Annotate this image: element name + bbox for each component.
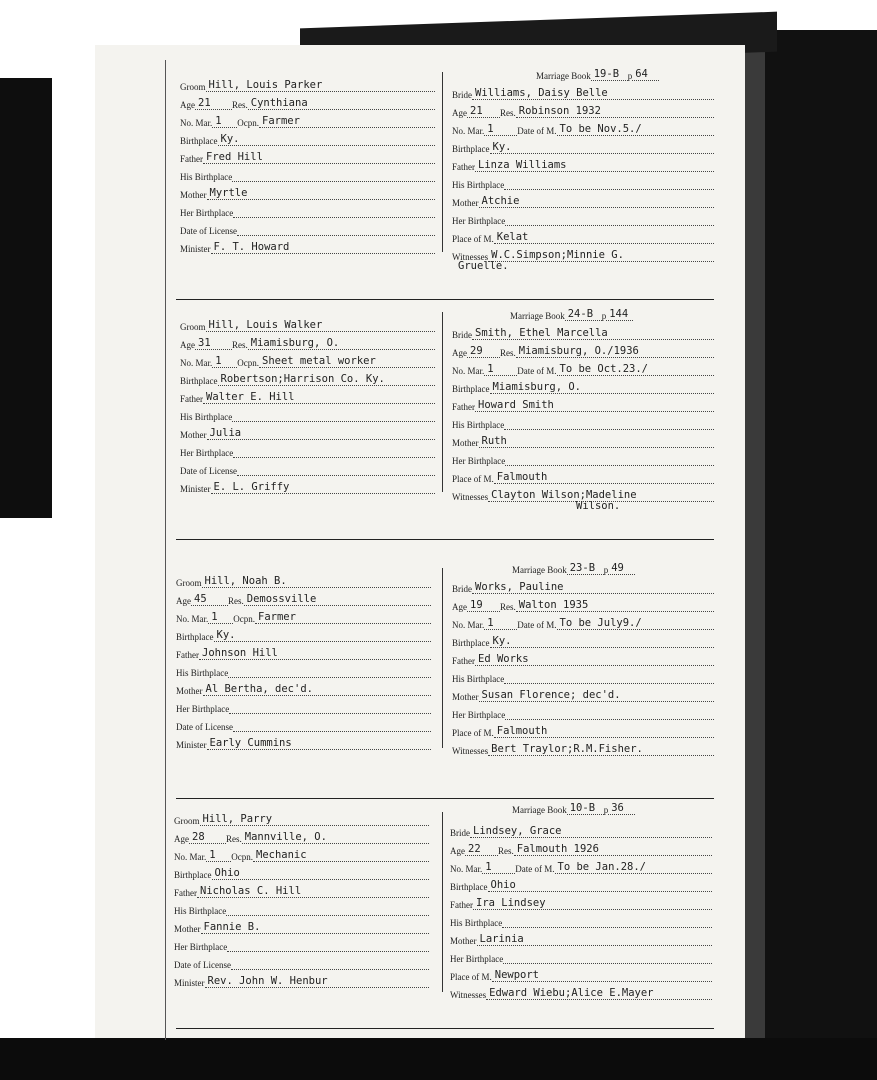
bride-age-res-row: [452, 100, 714, 118]
his-birthplace-label: His Birthplace: [174, 906, 227, 916]
marriage-book-page: 64: [632, 68, 659, 81]
groom-name: Hill, Noah B.: [202, 575, 432, 588]
res-label: Res.: [500, 602, 516, 612]
groom-mother: Myrtle: [207, 187, 436, 200]
bride-mother: Susan Florence; dec'd.: [479, 689, 715, 702]
no-mar-label: No. Mar.: [174, 852, 207, 862]
witnesses-value: Clayton Wilson;Madeline: [488, 489, 714, 502]
place-of-m-label: Place of M.: [452, 474, 494, 484]
groom-row: [176, 570, 431, 588]
his-birthplace-row: [176, 660, 431, 678]
ocpn-label: Ocpn.: [233, 614, 255, 624]
groom-res: Miamisburg, O.: [248, 337, 435, 350]
marriage-book-ref: [512, 562, 635, 575]
bride-date-of-m: To be Nov.5./: [557, 123, 715, 136]
res-label: Res.: [500, 108, 516, 118]
his-birthplace-label: His Birthplace: [452, 674, 505, 684]
mother-row: [180, 182, 435, 200]
bride-row: [452, 576, 714, 594]
age-label: Age: [176, 596, 191, 606]
bride-his-birthplace-row: [450, 910, 712, 928]
bride-age-res-row: [450, 838, 712, 856]
bride-name: Williams, Daisy Belle: [472, 87, 714, 100]
bride-place-of-m: Falmouth: [494, 725, 714, 738]
bride-age: 22: [465, 843, 498, 856]
his-birthplace-row: [174, 898, 429, 916]
place-of-m-label: Place of M.: [450, 972, 492, 982]
mother-label: Mother: [452, 438, 479, 448]
groom-no-mar: 1: [212, 115, 237, 128]
ocpn-label: Ocpn.: [237, 358, 259, 368]
groom-father: Walter E. Hill: [203, 391, 435, 404]
groom-label: Groom: [174, 816, 200, 826]
bride-birthplace: Ky.: [490, 141, 715, 154]
groom-age: 31: [195, 337, 232, 350]
column-divider: [442, 312, 443, 492]
her-birthplace-label: Her Birthplace: [174, 942, 228, 952]
groom-ocpn: Farmer: [259, 115, 435, 128]
bride-father: Howard Smith: [475, 399, 714, 412]
her-birthplace-row: [176, 696, 431, 714]
bride-date-of-m: To be Jan.28./: [555, 861, 713, 874]
groom-name: Hill, Parry: [200, 813, 430, 826]
marriage-book-page: 49: [608, 562, 635, 575]
bride-her-birthplace-row: [450, 946, 712, 964]
birthplace-label: Birthplace: [180, 136, 218, 146]
bride-label: Bride: [452, 330, 472, 340]
birthplace-label: Birthplace: [452, 384, 490, 394]
res-label: Res.: [500, 348, 516, 358]
bride-age: 21: [467, 105, 500, 118]
bride-mother: Ruth: [479, 435, 715, 448]
groom-label: Groom: [180, 322, 206, 332]
license-label: Date of License: [174, 960, 231, 970]
his-birthplace-label: His Birthplace: [180, 172, 233, 182]
groom-row: [180, 314, 435, 332]
bride-age-res-row: [452, 594, 714, 612]
birthplace-label: Birthplace: [174, 870, 212, 880]
marriage-book-label: Marriage Book: [510, 311, 565, 321]
bride-her-birthplace-row: [452, 702, 714, 720]
witnesses-label: Witnesses: [450, 990, 487, 1000]
age-label: Age: [450, 846, 465, 856]
bride-no-mar: 1: [484, 363, 517, 376]
groom-no-mar: 1: [206, 849, 231, 862]
marriage-record-2: [166, 302, 714, 542]
groom-no-mar: 1: [212, 355, 237, 368]
bride-father-row: [450, 892, 712, 910]
marriage-book-page: 144: [606, 308, 633, 321]
res-label: Res.: [232, 340, 248, 350]
age-res-row: [176, 588, 431, 606]
groom-no-mar: 1: [208, 611, 233, 624]
father-row: [180, 146, 435, 164]
marriage-record-1: [166, 62, 714, 302]
bride-date-of-m: To be July9./: [557, 617, 715, 630]
bride-no-mar: 1: [484, 123, 517, 136]
bride-his-birthplace-row: [452, 412, 714, 430]
place-of-m-label: Place of M.: [452, 234, 494, 244]
mother-label: Mother: [180, 190, 207, 200]
groom-mother: Fannie B.: [201, 921, 430, 934]
bride-birthplace: Ky.: [490, 635, 715, 648]
mar-ocpn-row: [174, 844, 429, 862]
groom-age: 28: [189, 831, 226, 844]
birthplace-row: [180, 128, 435, 146]
groom-minister: E. L. Griffy: [211, 481, 436, 494]
place-of-m-label: Place of M.: [452, 728, 494, 738]
date-of-m-label: Date of M.: [517, 620, 557, 630]
groom-mother: Al Bertha, dec'd.: [203, 683, 432, 696]
groom-label: Groom: [180, 82, 206, 92]
age-label: Age: [452, 108, 467, 118]
groom-res: Cynthiana: [248, 97, 435, 110]
bride-father: Ira Lindsey: [473, 897, 712, 910]
groom-res: Mannville, O.: [242, 831, 429, 844]
page-label: p: [601, 311, 607, 321]
groom-row: [174, 808, 429, 826]
groom-father: Fred Hill: [203, 151, 435, 164]
her-birthplace-label: Her Birthplace: [180, 448, 234, 458]
marriage-book-number: 23-B: [567, 562, 604, 575]
bride-place-of-m: Falmouth: [494, 471, 714, 484]
her-birthplace-label: Her Birthplace: [450, 954, 504, 964]
bride-mother-row: [452, 684, 714, 702]
bride-res: Walton 1935: [516, 599, 714, 612]
age-res-row: [174, 826, 429, 844]
bride-name: Works, Pauline: [472, 581, 714, 594]
res-label: Res.: [498, 846, 514, 856]
bride-no-mar: 1: [484, 617, 517, 630]
her-birthplace-row: [180, 200, 435, 218]
father-label: Father: [452, 656, 475, 666]
license-row: [180, 218, 435, 236]
bride-age: 19: [467, 599, 500, 612]
birthplace-row: [174, 862, 429, 880]
column-divider: [442, 72, 443, 252]
res-label: Res.: [232, 100, 248, 110]
father-label: Father: [176, 650, 199, 660]
groom-age: 21: [195, 97, 232, 110]
witnesses-label: Witnesses: [452, 492, 489, 502]
father-label: Father: [450, 900, 473, 910]
his-birthplace-label: His Birthplace: [176, 668, 229, 678]
groom-birthplace: Ohio: [212, 867, 430, 880]
groom-father: Johnson Hill: [199, 647, 431, 660]
bride-father: Ed Works: [475, 653, 714, 666]
mother-label: Mother: [450, 936, 477, 946]
bride-her-birthplace-row: [452, 208, 714, 226]
license-row: [176, 714, 431, 732]
mar-ocpn-row: [176, 606, 431, 624]
bride-mother-row: [450, 928, 712, 946]
license-label: Date of License: [180, 466, 237, 476]
father-label: Father: [180, 154, 203, 164]
bride-date-of-m: To be Oct.23./: [557, 363, 715, 376]
witnesses-continued: Wilson.: [576, 500, 621, 512]
minister-label: Minister: [174, 978, 205, 988]
bride-place-of-m: Kelat: [494, 231, 714, 244]
mother-label: Mother: [174, 924, 201, 934]
license-label: Date of License: [176, 722, 233, 732]
ocpn-label: Ocpn.: [231, 852, 253, 862]
scan-border-left: [0, 78, 52, 518]
witnesses-value: W.C.Simpson;Minnie G.: [488, 249, 714, 262]
witnesses-continued: Gruelle.: [458, 260, 509, 272]
father-row: [176, 642, 431, 660]
bride-father-row: [452, 154, 714, 172]
groom-ocpn: Farmer: [255, 611, 431, 624]
mother-row: [174, 916, 429, 934]
mother-label: Mother: [452, 198, 479, 208]
bride-mother: Larinia: [477, 933, 713, 946]
marriage-record-3: [166, 558, 714, 798]
groom-minister: Rev. John W. Henbur: [205, 975, 430, 988]
bride-father-row: [452, 394, 714, 412]
no-mar-label: No. Mar.: [452, 366, 485, 376]
birthplace-label: Birthplace: [176, 632, 214, 642]
father-label: Father: [452, 402, 475, 412]
birthplace-label: Birthplace: [450, 882, 488, 892]
father-label: Father: [180, 394, 203, 404]
no-mar-label: No. Mar.: [450, 864, 483, 874]
groom-name: Hill, Louis Walker: [206, 319, 436, 332]
mother-row: [176, 678, 431, 696]
his-birthplace-row: [180, 164, 435, 182]
no-mar-label: No. Mar.: [180, 118, 213, 128]
witnesses-value: Bert Traylor;R.M.Fisher.: [488, 743, 714, 756]
witnesses-row: [450, 982, 712, 1000]
groom-ocpn: Sheet metal worker: [259, 355, 435, 368]
marriage-book-ref: [510, 308, 633, 321]
marriage-book-ref: [512, 802, 635, 815]
bride-birthplace-row: [452, 630, 714, 648]
groom-age: 45: [191, 593, 228, 606]
bride-mother: Atchie: [479, 195, 715, 208]
license-row: [180, 458, 435, 476]
mother-label: Mother: [180, 430, 207, 440]
res-label: Res.: [228, 596, 244, 606]
no-mar-label: No. Mar.: [176, 614, 209, 624]
date-of-m-label: Date of M.: [515, 864, 555, 874]
birthplace-label: Birthplace: [452, 638, 490, 648]
his-birthplace-row: [180, 404, 435, 422]
bride-mar-date-row: [452, 118, 714, 136]
bride-name: Smith, Ethel Marcella: [472, 327, 714, 340]
page-label: p: [603, 805, 609, 815]
groom-minister: Early Cummins: [207, 737, 432, 750]
witnesses-label: Witnesses: [452, 746, 489, 756]
marriage-book-page: 36: [608, 802, 635, 815]
marriage-book-ref: [536, 68, 659, 81]
her-birthplace-row: [174, 934, 429, 952]
age-res-row: [180, 92, 435, 110]
her-birthplace-label: Her Birthplace: [176, 704, 230, 714]
his-birthplace-label: His Birthplace: [180, 412, 233, 422]
his-birthplace-label: His Birthplace: [452, 180, 505, 190]
bride-mother-row: [452, 190, 714, 208]
bride-birthplace-row: [452, 376, 714, 394]
age-label: Age: [180, 340, 195, 350]
her-birthplace-label: Her Birthplace: [452, 710, 506, 720]
his-birthplace-label: His Birthplace: [452, 420, 505, 430]
mother-label: Mother: [176, 686, 203, 696]
bride-name: Lindsey, Grace: [470, 825, 712, 838]
marriage-book-label: Marriage Book: [512, 565, 567, 575]
bride-res: Miamisburg, O./1936: [516, 345, 714, 358]
bride-mother-row: [452, 430, 714, 448]
record-separator: [176, 1028, 714, 1029]
minister-label: Minister: [176, 740, 207, 750]
place-of-m-row: [452, 720, 714, 738]
birthplace-label: Birthplace: [180, 376, 218, 386]
bride-age: 29: [467, 345, 500, 358]
bride-her-birthplace-row: [452, 448, 714, 466]
groom-father: Nicholas C. Hill: [197, 885, 429, 898]
marriage-record-4: [166, 802, 714, 1034]
no-mar-label: No. Mar.: [452, 620, 485, 630]
page-label: p: [603, 565, 609, 575]
her-birthplace-row: [180, 440, 435, 458]
marriage-book-number: 24-B: [565, 308, 602, 321]
her-birthplace-label: Her Birthplace: [180, 208, 234, 218]
bride-birthplace: Miamisburg, O.: [490, 381, 715, 394]
res-label: Res.: [226, 834, 242, 844]
place-of-m-row: [452, 226, 714, 244]
date-of-m-label: Date of M.: [517, 366, 557, 376]
bride-his-birthplace-row: [452, 666, 714, 684]
column-divider: [442, 568, 443, 748]
place-of-m-row: [452, 466, 714, 484]
groom-minister: F. T. Howard: [211, 241, 436, 254]
groom-birthplace: Ky.: [218, 133, 436, 146]
bride-res: Falmouth 1926: [514, 843, 712, 856]
bride-row: [452, 322, 714, 340]
column-divider: [442, 812, 443, 992]
bride-label: Bride: [452, 90, 472, 100]
her-birthplace-label: Her Birthplace: [452, 456, 506, 466]
birthplace-row: [176, 624, 431, 642]
marriage-book-label: Marriage Book: [512, 805, 567, 815]
bride-birthplace: Ohio: [488, 879, 713, 892]
bride-father-row: [452, 648, 714, 666]
mother-label: Mother: [452, 692, 479, 702]
ocpn-label: Ocpn.: [237, 118, 259, 128]
age-label: Age: [180, 100, 195, 110]
groom-row: [180, 74, 435, 92]
license-row: [174, 952, 429, 970]
marriage-book-label: Marriage Book: [536, 71, 591, 81]
groom-label: Groom: [176, 578, 202, 588]
no-mar-label: No. Mar.: [452, 126, 485, 136]
date-of-m-label: Date of M.: [517, 126, 557, 136]
record-separator: [176, 798, 714, 799]
bride-res: Robinson 1932: [516, 105, 714, 118]
no-mar-label: No. Mar.: [180, 358, 213, 368]
record-separator: [176, 299, 714, 300]
bride-age-res-row: [452, 340, 714, 358]
groom-ocpn: Mechanic: [253, 849, 429, 862]
birthplace-label: Birthplace: [452, 144, 490, 154]
place-of-m-row: [450, 964, 712, 982]
father-label: Father: [174, 888, 197, 898]
bride-mar-date-row: [450, 856, 712, 874]
bride-row: [452, 82, 714, 100]
groom-mother: Julia: [207, 427, 436, 440]
birthplace-row: [180, 368, 435, 386]
witnesses-label: Witnesses: [452, 252, 489, 262]
bride-label: Bride: [450, 828, 470, 838]
bride-label: Bride: [452, 584, 472, 594]
scan-border-bottom: [0, 1038, 877, 1080]
groom-res: Demossville: [244, 593, 431, 606]
age-label: Age: [174, 834, 189, 844]
bride-row: [450, 820, 712, 838]
marriage-book-number: 19-B: [591, 68, 628, 81]
bride-birthplace-row: [452, 136, 714, 154]
his-birthplace-label: His Birthplace: [450, 918, 503, 928]
minister-row: [174, 970, 429, 988]
groom-birthplace: Ky.: [214, 629, 432, 642]
mar-ocpn-row: [180, 350, 435, 368]
age-label: Age: [452, 602, 467, 612]
witnesses-value: Edward Wiebu;Alice E.Mayer: [486, 987, 712, 1000]
age-res-row: [180, 332, 435, 350]
groom-name: Hill, Louis Parker: [206, 79, 436, 92]
father-row: [174, 880, 429, 898]
bride-no-mar: 1: [482, 861, 515, 874]
father-row: [180, 386, 435, 404]
bride-birthplace-row: [450, 874, 712, 892]
minister-row: [176, 732, 431, 750]
license-label: Date of License: [180, 226, 237, 236]
minister-row: [180, 236, 435, 254]
page-label: p: [627, 71, 633, 81]
bride-father: Linza Williams: [475, 159, 714, 172]
record-separator: [176, 539, 714, 540]
age-label: Age: [452, 348, 467, 358]
minister-row: [180, 476, 435, 494]
bride-mar-date-row: [452, 612, 714, 630]
father-label: Father: [452, 162, 475, 172]
bride-his-birthplace-row: [452, 172, 714, 190]
groom-birthplace: Robertson;Harrison Co. Ky.: [218, 373, 436, 386]
bride-mar-date-row: [452, 358, 714, 376]
her-birthplace-label: Her Birthplace: [452, 216, 506, 226]
minister-label: Minister: [180, 244, 211, 254]
minister-label: Minister: [180, 484, 211, 494]
marriage-book-number: 10-B: [567, 802, 604, 815]
mother-row: [180, 422, 435, 440]
mar-ocpn-row: [180, 110, 435, 128]
witnesses-row: [452, 738, 714, 756]
bride-place-of-m: Newport: [492, 969, 712, 982]
